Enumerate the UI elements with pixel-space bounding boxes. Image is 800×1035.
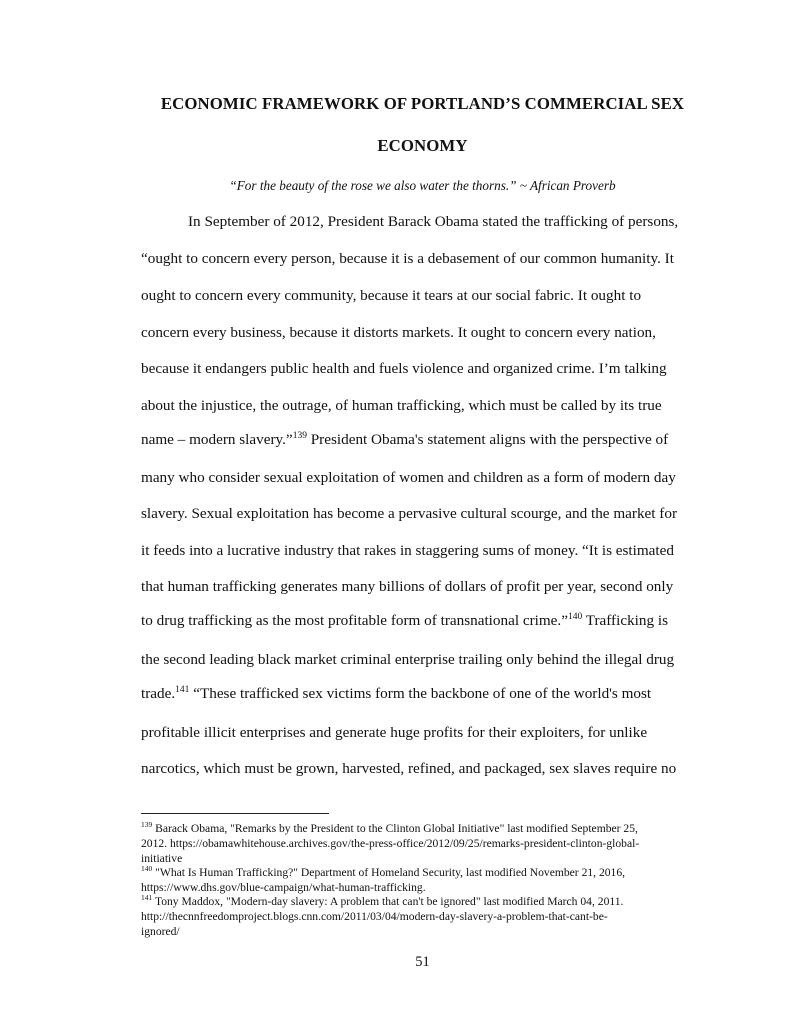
footnote-140 (141, 866, 625, 879)
body-text: to drug trafficking as the most profitable form of transnational crime.” (141, 612, 568, 629)
body-line (141, 431, 668, 449)
body-text: trade. (141, 685, 176, 702)
footnote-ref-141[interactable]: 141 (175, 684, 190, 695)
body-line: “ought to concern every person, because it is a debasement of our common humanity. It (141, 250, 674, 267)
footnote-text[interactable]: 2012. https://obamawhitehouse.archives.gov/the-press-office/2012/09/25/remarks-president-clinton-global- (141, 837, 640, 850)
body-line: concern every business, because it distorts markets. It ought to concern every nation, (141, 324, 656, 341)
body-line: because it endangers public health and fuels violence and organized crime. I’m talking (141, 360, 667, 377)
body-line (141, 685, 651, 703)
chapter-title-line-1: ECONOMIC FRAMEWORK OF PORTLAND’S COMMERCIAL SEX (160, 94, 685, 113)
body-line: slavery. Sexual exploitation has become a pervasive cultural scourge, and the market for (141, 505, 678, 522)
footnote-text: Tony Maddox, "Modern-day slavery: A problem that can't be ignored" last modified March 04, 2011. (152, 895, 624, 908)
body-line: the second leading black market criminal enterprise trailing only behind the illegal drug (141, 651, 675, 668)
footnote-text: initiative (141, 852, 183, 865)
footnote-text[interactable]: http://thecnnfreedomproject.blogs.cnn.com/2011/03/04/modern-day-slavery-a-problem-that-cant-be- (141, 910, 608, 923)
body-line: about the injustice, the outrage, of human trafficking, which must be called by its true (141, 397, 662, 414)
body-text: President Obama's statement aligns with the perspective of (306, 431, 669, 448)
body-line: profitable illicit enterprises and generate huge profits for their exploiters, for unlike (141, 724, 648, 741)
footnote-ref-139[interactable]: 139 (292, 430, 307, 441)
footnote-text: "What Is Human Trafficking?" Department of Homeland Security, last modified November 21, 2016, (152, 866, 626, 879)
body-text: “These trafficked sex victims form the backbone of one of the world's most (189, 685, 652, 702)
chapter-title-line-2: ECONOMY (377, 136, 468, 155)
page-number: 51 (415, 954, 430, 970)
footnote-ref-140[interactable]: 140 (567, 611, 583, 622)
footnote-text: Barack Obama, "Remarks by the President to the Clinton Global Initiative" last modified September 25, (152, 822, 638, 835)
footnote-text[interactable]: https://www.dhs.gov/blue-campaign/what-human-trafficking. (141, 881, 426, 894)
footnote-141 (141, 895, 623, 908)
footnote-139 (141, 822, 638, 835)
footnote-number: 141 (141, 893, 153, 903)
body-line: many who consider sexual exploitation of women and children as a form of modern day (141, 469, 676, 486)
body-line: it feeds into a lucrative industry that rakes in staggering sums of money. “It is estimated (141, 542, 674, 559)
footnote-text: ignored/ (141, 925, 180, 938)
body-line (141, 612, 668, 630)
body-line: In September of 2012, President Barack Obama stated the trafficking of persons, (188, 213, 679, 230)
footnote-number: 140 (141, 864, 153, 874)
body-text: name – modern slavery.” (141, 431, 293, 448)
body-line: ought to concern every community, because it tears at our social fabric. It ought to (141, 287, 642, 304)
body-text: Trafficking is (582, 612, 668, 629)
footnote-separator (141, 813, 329, 814)
body-line: that human trafficking generates many billions of dollars of profit per year, second only (141, 578, 674, 595)
body-line: narcotics, which must be grown, harvested, refined, and packaged, sex slaves require no (141, 760, 677, 777)
epigraph: “For the beauty of the rose we also water the thorns.” ~ African Proverb (229, 178, 616, 193)
footnote-number: 139 (141, 820, 153, 830)
